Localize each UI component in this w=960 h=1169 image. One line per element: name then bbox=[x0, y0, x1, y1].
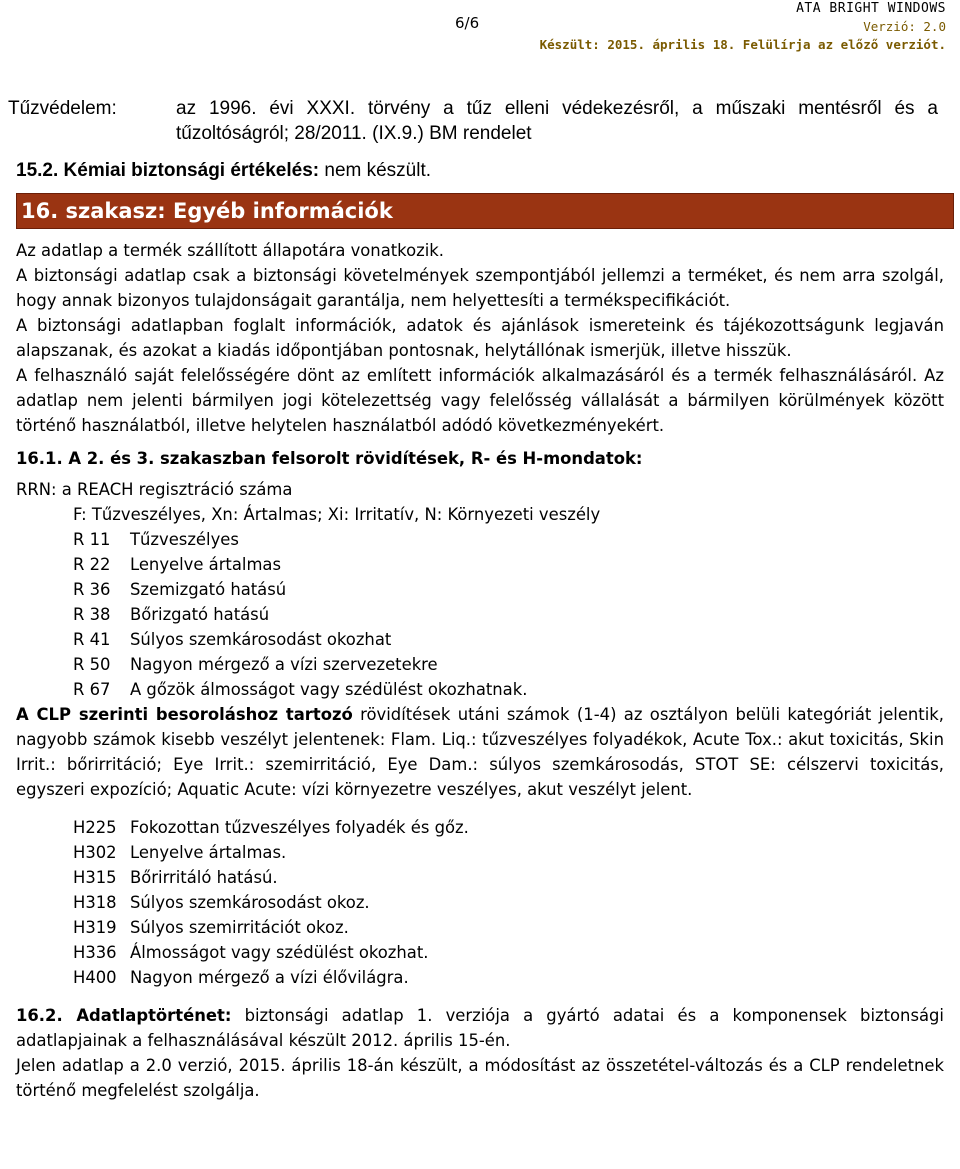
r-phrase: R 38 Bőrizgató hatású bbox=[73, 605, 270, 624]
r-phrase: R 41 Súlyos szemkárosodást okozhat bbox=[73, 630, 392, 649]
r-phrase: R 36 Szemizgató hatású bbox=[73, 580, 287, 599]
r-phrase: R 22 Lenyelve ártalmas bbox=[73, 555, 282, 574]
h-phrase: H225 Fokozottan tűzveszélyes folyadék és gőz. bbox=[73, 818, 469, 837]
clp-bold: A CLP szerinti besoroláshoz tartozó bbox=[16, 705, 353, 724]
history-text: biztonsági adatlap 1. verziója a gyártó adatai és a komponensek biztonsági adatlapjainak a felhasználásával készült 2012. április 15-én. bbox=[16, 1006, 944, 1050]
page-number: 6/6 bbox=[455, 14, 480, 32]
chemical-safety-value: nem készült. bbox=[324, 160, 432, 181]
r-phrase-list bbox=[73, 527, 944, 702]
history-label: 16.2. Adatlaptörténet: bbox=[16, 1006, 232, 1025]
history-paragraph bbox=[16, 1003, 944, 1053]
fire-protection-block bbox=[8, 96, 938, 146]
paragraph-responsibility: A felhasználó saját felelősségére dönt az említett információk alkalmazásáról és a termék felhasználásáról. Az adatlap nem jelenti bármilyen jogi kötelezettség vagy felelősség vállalását a bármilyen körülmények között történő használatból, illetve helytelen használatból adódó következményekért. bbox=[16, 366, 944, 435]
chemical-safety-line bbox=[16, 160, 431, 182]
chemical-safety-label: Kémiai biztonsági értékelés: bbox=[63, 160, 320, 181]
h-phrase: H315 Bőrirritáló hatású. bbox=[73, 868, 278, 887]
company-name: ATA BRIGHT WINDOWS bbox=[796, 1, 946, 16]
made-date: Készült: 2015. április 18. Felülírja az előző verziót. bbox=[539, 37, 946, 52]
clp-text: rövidítések utáni számok (1-4) az osztályon belüli kategóriát jelentik, nagyobb számok kisebb veszélyt jelentenek: Flam. Liq.: tűzveszélyes folyadékok, Acute Tox.: akut toxicitás, Skin Irrit.: bőrirritáció; Eye Irrit.: szemirritáció, Eye Dam.: súlyos szemkárosodás, STOT SE: célszervi toxicitás, egyszeri expozíció; Aquatic Acute: vízi környezetre veszélyes, akut veszélyt jelent. bbox=[16, 705, 944, 799]
r-phrase: R 11 Tűzveszélyes bbox=[73, 530, 239, 549]
clp-paragraph bbox=[16, 702, 944, 802]
version-label: Verzió: 2.0 bbox=[863, 19, 946, 34]
chemical-safety-number: 15.2. bbox=[16, 160, 59, 181]
h-phrase: H400 Nagyon mérgező a vízi élővilágra. bbox=[73, 968, 409, 987]
fire-protection-text: az 1996. évi XXXI. törvény a tűz elleni védekezésről, a műszaki mentésről és a tűzoltóságról; 28/2011. (IX.9.) BM rendelet bbox=[176, 98, 938, 144]
section-16-header bbox=[16, 193, 954, 229]
h-phrase-list bbox=[73, 815, 944, 990]
r-phrase: R 50 Nagyon mérgező a vízi szervezetekre bbox=[73, 655, 438, 674]
subsection-16-1-title: 16.1. A 2. és 3. szakaszban felsorolt rövidítések, R- és H-mondatok: bbox=[16, 449, 643, 468]
rrn-line: RRN: a REACH regisztráció száma bbox=[16, 480, 293, 499]
document-header bbox=[540, 0, 946, 54]
section-16-body bbox=[16, 238, 944, 1103]
current-version-paragraph: Jelen adatlap a 2.0 verzió, 2015. április 18-án készült, a módosítást az összetétel-változás és a CLP rendeletnek történő megfelelést szolgálja. bbox=[16, 1056, 944, 1100]
h-phrase: H318 Súlyos szemkárosodást okoz. bbox=[73, 893, 370, 912]
paragraph-purpose: A biztonsági adatlap csak a biztonsági követelmények szempontjából jellemzi a terméket, és nem arra szolgál, hogy annak bizonyos tulajdonságait garantálja, nem helyettesíti a termékspecifikációt. bbox=[16, 266, 944, 310]
section-16-title: 16. szakasz: Egyéb információk bbox=[21, 199, 393, 223]
h-phrase: H319 Súlyos szemirritációt okoz. bbox=[73, 918, 349, 937]
paragraph-applies: Az adatlap a termék szállított állapotára vonatkozik. bbox=[16, 241, 444, 260]
h-phrase: H302 Lenyelve ártalmas. bbox=[73, 843, 287, 862]
fire-protection-label: Tűzvédelem: bbox=[8, 98, 117, 119]
r-phrase: R 67 A gőzök álmosságot vagy szédülést okozhatnak. bbox=[73, 680, 528, 699]
paragraph-information: A biztonsági adatlapban foglalt információk, adatok és ajánlások ismereteink és tájékozottságunk legjaván alapszanak, és azokat a kiadás időpontjában pontosnak, helytállónak ismerjük, illetve hisszük. bbox=[16, 316, 944, 360]
hazard-symbols-line: F: Tűzveszélyes, Xn: Ártalmas; Xi: Irritatív, N: Környezeti veszély bbox=[73, 505, 601, 524]
h-phrase: H336 Álmosságot vagy szédülést okozhat. bbox=[73, 943, 429, 962]
